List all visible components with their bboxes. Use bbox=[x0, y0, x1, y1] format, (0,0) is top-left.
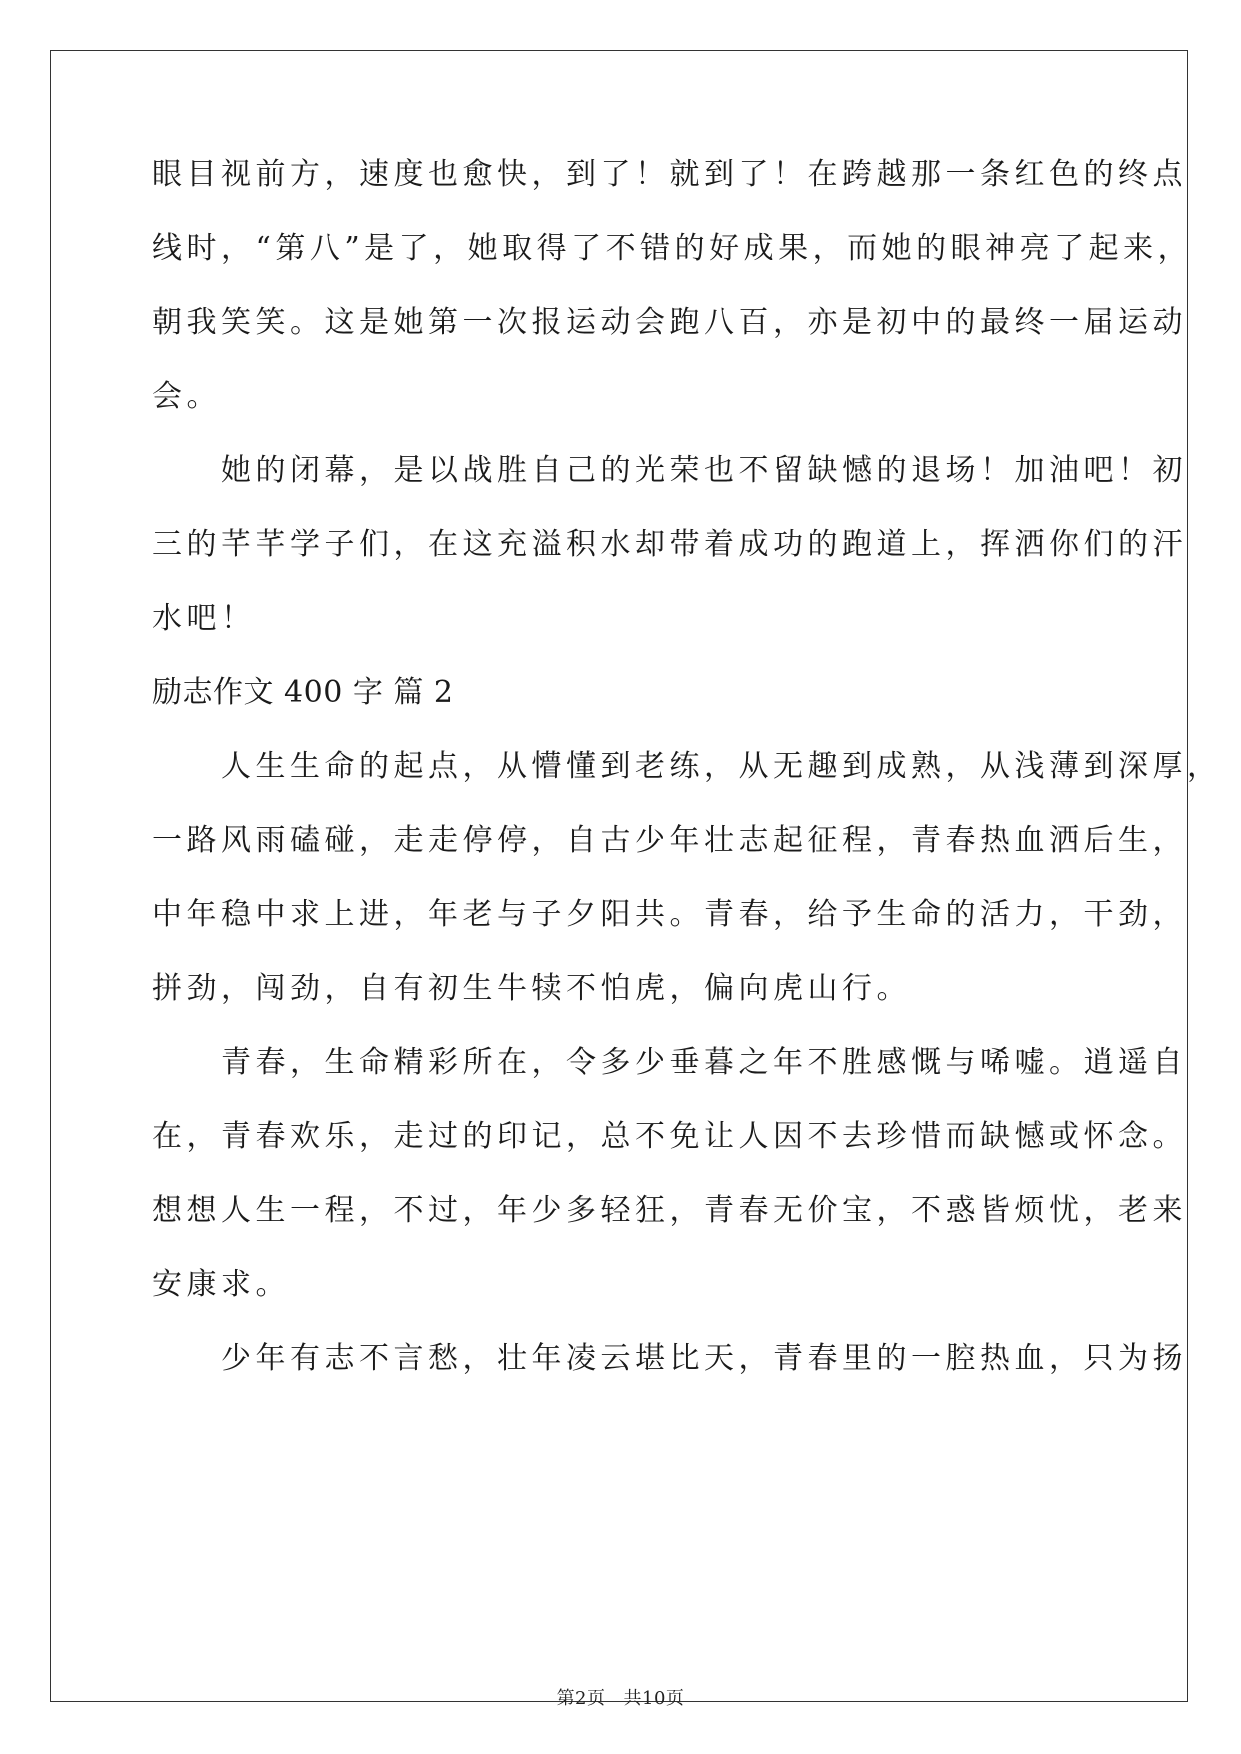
page-footer bbox=[0, 1684, 1241, 1710]
text-line: 在，青春欢乐，走过的印记，总不免让人因不去珍惜而缺憾或怀念。 bbox=[152, 1119, 1187, 1154]
text-line: 想想人生一程，不过，年少多轻狂，青春无价宝，不惑皆烦忧，老来 bbox=[152, 1193, 1187, 1228]
text-line: 安康求。 bbox=[152, 1267, 290, 1302]
text-line: 拼劲，闯劲，自有初生牛犊不怕虎，偏向虎山行。 bbox=[152, 971, 911, 1006]
text-line: 水吧！ bbox=[152, 601, 256, 636]
text-line: 朝我笑笑。这是她第一次报运动会跑八百，亦是初中的最终一届运动 bbox=[152, 305, 1187, 340]
text-line: 线时，“第八”是了，她取得了不错的好成果，而她的眼神亮了起来， bbox=[152, 231, 1193, 266]
page-total: 共10页 bbox=[623, 1688, 685, 1709]
text-line: 一路风雨磕碰，走走停停，自古少年壮志起征程，青春热血洒后生， bbox=[152, 823, 1187, 858]
text-line: 会。 bbox=[152, 379, 221, 414]
text-line: 眼目视前方，速度也愈快，到了！就到了！在跨越那一条红色的终点 bbox=[152, 157, 1187, 192]
text-line: 少年有志不言愁，壮年凌云堪比天，青春里的一腔热血，只为扬 bbox=[152, 1341, 1187, 1376]
page-border bbox=[50, 50, 1188, 1702]
section-heading: 励志作文 400 字 篇 2 bbox=[152, 675, 454, 710]
text-line: 三的芊芊学子们，在这充溢积水却带着成功的跑道上，挥洒你们的汗 bbox=[152, 527, 1187, 562]
text-line: 她的闭幕，是以战胜自己的光荣也不留缺憾的退场！加油吧！初 bbox=[152, 453, 1187, 488]
text-line: 中年稳中求上进，年老与子夕阳共。青春，给予生命的活力，干劲， bbox=[152, 897, 1187, 932]
page-number: 第2页 bbox=[556, 1688, 606, 1709]
text-line: 青春，生命精彩所在，令多少垂暮之年不胜感慨与唏嘘。逍遥自 bbox=[152, 1045, 1187, 1080]
text-line: 人生生命的起点，从懵懂到老练，从无趣到成熟，从浅薄到深厚， bbox=[152, 749, 1222, 784]
